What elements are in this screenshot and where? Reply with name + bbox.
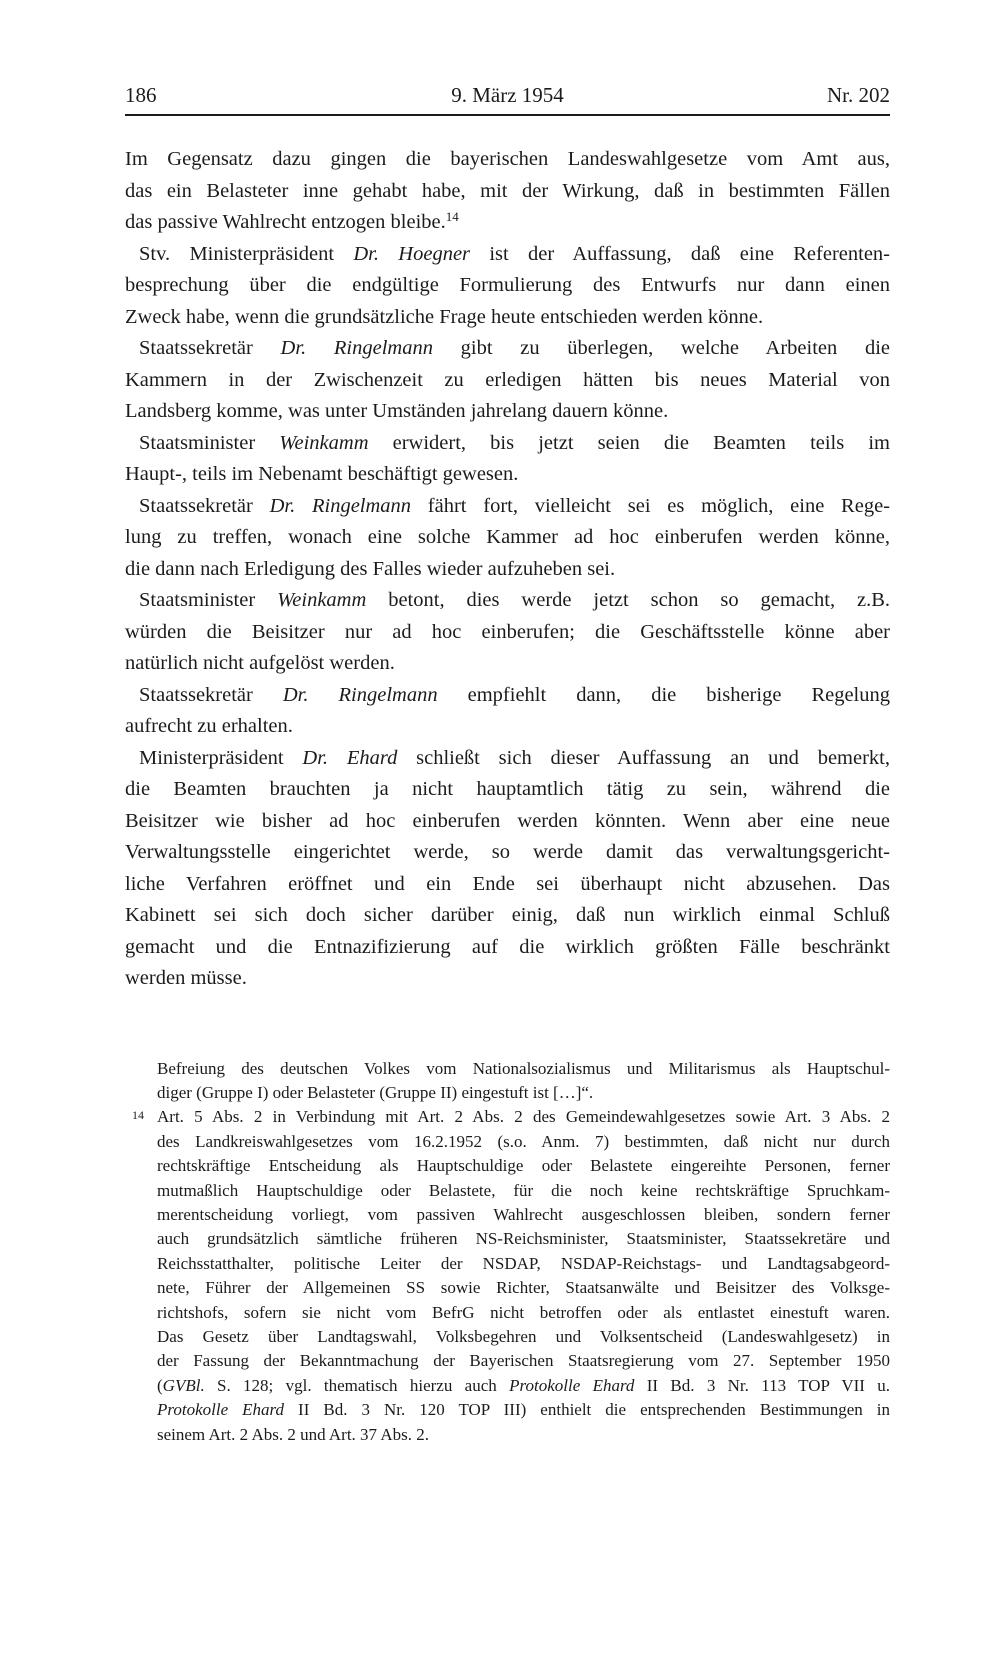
text-segment: das ein Belasteter inne gehabt habe, mit der Wirkung, daß in bestimmten Fällen — [125, 179, 890, 202]
text-line — [157, 1398, 890, 1422]
text-segment: Kammern in der Zwischenzeit zu erledigen hätten bis neues Material von — [125, 368, 890, 391]
italic-text: Dr. Ehard — [302, 746, 398, 769]
text-segment: Ministerpräsident — [139, 746, 303, 769]
text-line — [125, 491, 890, 523]
italic-text: Weinkamm — [277, 589, 367, 611]
text-line — [125, 617, 890, 649]
text-line — [125, 333, 890, 365]
issue-number: Nr. 202 — [827, 83, 890, 107]
paragraph — [125, 144, 890, 239]
text-line — [125, 270, 890, 302]
paragraph — [125, 239, 890, 334]
text-line — [157, 1423, 890, 1447]
italic-text: Weinkamm — [279, 431, 369, 454]
text-line — [125, 774, 890, 806]
text-segment: die Beamten brauchten ja nicht hauptamtlich tätig zu sein, während die — [125, 778, 890, 800]
italic-text: Dr. Hoegner — [353, 242, 471, 265]
paragraph — [125, 491, 890, 586]
text-line — [125, 585, 890, 617]
italic-text: GVBl. — [162, 1375, 205, 1395]
text-line — [157, 1349, 890, 1373]
text-line — [125, 711, 890, 743]
text-segment: Stv. Ministerpräsident — [139, 242, 354, 265]
text-line — [157, 1227, 890, 1251]
text-segment: Das Gesetz über Landtagswahl, Volksbegehren und Volksentscheid (Landeswahlgesetz) in — [157, 1326, 890, 1346]
italic-text: Dr. Ringelmann — [280, 337, 433, 359]
text-segment: empfiehlt dann, die bisherige Regelung — [437, 683, 891, 706]
text-segment: Beisitzer wie bisher ad hoc einberufen werden könnten. Wenn aber eine neue — [125, 809, 890, 832]
text-segment: Im Gegensatz dazu gingen die bayerischen Landeswahlgesetze vom Amt aus, — [125, 148, 890, 170]
text-line — [125, 239, 890, 271]
paragraph — [125, 333, 890, 428]
footnote-ref: 14 — [445, 209, 459, 224]
text-segment: der Fassung der Bekanntmachung der Bayerischen Staatsregierung vom 27. September 1950 — [157, 1351, 890, 1371]
text-segment: II Bd. 3 Nr. 113 TOP VII u. — [634, 1375, 890, 1395]
italic-text: Dr. Ringelmann — [269, 494, 412, 517]
text-segment: Art. 5 Abs. 2 in Verbindung mit Art. 2 Abs. 2 des Gemeindewahlgesetzes sowie Art. 3 Abs. 2 — [157, 1107, 890, 1127]
italic-text: Protokolle Ehard — [509, 1375, 635, 1395]
text-segment: das passive Wahlrecht entzogen bleibe. — [125, 211, 446, 233]
text-segment: ( — [157, 1375, 163, 1395]
text-line — [157, 1154, 890, 1178]
text-segment: rechtskräftige Entscheidung als Hauptschuldige oder Belastete eingereihte Personen, ferner — [157, 1156, 890, 1176]
text-line — [125, 365, 890, 397]
text-line — [125, 428, 890, 460]
text-segment: S. 128; vgl. thematisch hierzu auch — [204, 1375, 510, 1395]
text-line — [157, 1179, 890, 1203]
text-line — [125, 396, 890, 428]
text-segment: Landsberg komme, was unter Umständen jahrelang dauern könne. — [125, 400, 669, 422]
footnote-item — [132, 1105, 890, 1447]
text-segment: Reichsstatthalter, politische Leiter der NSDAP, NSDAP-Reichstags- und Landtagsabgeord- — [157, 1253, 890, 1273]
text-line — [157, 1301, 890, 1325]
text-segment: richtshofs, sofern sie nicht vom BefrG nicht betroffen oder als entlastet einestuft waren. — [157, 1302, 890, 1322]
paragraph — [125, 428, 890, 491]
text-segment: Befreiung des deutschen Volkes vom Nationalsozialismus und Militarismus als Hauptschul- — [157, 1058, 890, 1078]
italic-text: Protokolle Ehard — [157, 1400, 285, 1420]
text-line — [125, 302, 890, 334]
text-segment: Kabinett sei sich doch sicher darüber einig, daß nun wirklich einmal Schluß — [125, 904, 890, 926]
text-segment: Staatsminister — [139, 589, 278, 611]
text-line — [157, 1276, 890, 1300]
text-segment: Zweck habe, wenn die grundsätzliche Frage heute entschieden werden könne. — [125, 305, 764, 328]
text-segment: auch grundsätzlich sämtliche früheren NS-Reichsminister, Staatsminister, Staatssekretäre und — [157, 1229, 890, 1249]
text-line — [125, 680, 890, 712]
text-segment: würden die Beisitzer nur ad hoc einberufen; die Geschäftsstelle könne aber — [125, 620, 890, 643]
text-line — [125, 522, 890, 554]
text-segment: Staatssekretär — [139, 337, 281, 359]
text-line — [157, 1325, 890, 1349]
text-segment: werden müsse. — [125, 967, 247, 989]
text-segment: ist der Auffassung, daß eine Referenten- — [470, 242, 890, 265]
text-line — [157, 1081, 890, 1105]
text-segment: besprechung über die endgültige Formulierung des Entwurfs nur dann einen — [125, 274, 890, 296]
text-segment: fährt fort, vielleicht sei es möglich, eine Rege- — [411, 494, 890, 517]
text-segment: nete, Führer der Allgemeinen SS sowie Richter, Staatsanwälte und Beisitzer des Volksge- — [157, 1278, 890, 1298]
text-segment: natürlich nicht aufgelöst werden. — [125, 652, 395, 674]
text-line — [125, 963, 890, 995]
text-segment: diger (Gruppe I) oder Belasteter (Gruppe II) eingestuft ist […]“. — [157, 1082, 594, 1102]
text-line — [157, 1374, 890, 1398]
text-line — [157, 1130, 890, 1154]
paragraph — [125, 743, 890, 995]
text-line — [125, 869, 890, 901]
footnotes-section — [125, 1057, 890, 1448]
text-segment: liche Verfahren eröffnet und ein Ende sei überhaupt nicht abzusehen. Das — [125, 872, 890, 895]
page-number: 186 — [125, 83, 157, 107]
text-segment: merentscheidung vorliegt, vom passiven Wahlrecht ausgeschlossen bleiben, sondern ferner — [157, 1204, 890, 1224]
text-segment: gibt zu überlegen, welche Arbeiten die — [432, 337, 891, 359]
text-line — [125, 648, 890, 680]
text-segment: mutmaßlich Hauptschuldige oder Belastete, für die noch keine rechtskräftige Spruchkam- — [157, 1180, 890, 1200]
text-segment: Staatsminister — [139, 431, 280, 454]
text-line — [157, 1057, 890, 1081]
text-segment: gemacht und die Entnazifizierung auf die wirklich größten Fälle beschränkt — [125, 935, 890, 958]
text-line — [125, 554, 890, 586]
text-line — [125, 837, 890, 869]
text-segment: II Bd. 3 Nr. 120 TOP III) enthielt die entsprechenden Bestimmungen in — [284, 1400, 890, 1420]
text-segment: erwidert, bis jetzt seien die Beamten teils im — [368, 431, 891, 454]
text-line — [125, 176, 890, 208]
header-rule — [125, 114, 890, 116]
paragraph — [125, 585, 890, 680]
text-segment: Verwaltungsstelle eingerichtet werde, so werde damit das verwaltungsgericht- — [125, 841, 890, 863]
text-line — [157, 1252, 890, 1276]
header-date: 9. März 1954 — [451, 83, 564, 107]
text-segment: Staatssekretär — [139, 494, 270, 517]
text-line — [125, 207, 890, 239]
footnote-marker: 14 — [132, 1108, 144, 1123]
text-segment: schließt sich dieser Auffassung an und bemerkt, — [397, 746, 890, 769]
text-segment: aufrecht zu erhalten. — [125, 715, 293, 737]
text-line — [157, 1203, 890, 1227]
text-segment: Staatssekretär — [139, 683, 283, 706]
text-segment: des Landkreiswahlgesetzes vom 16.2.1952 (s.o. Anm. 7) bestimmten, daß nicht nur durch — [157, 1131, 890, 1151]
text-segment: seinem Art. 2 Abs. 2 und Art. 37 Abs. 2. — [157, 1424, 430, 1444]
body-text — [125, 144, 890, 995]
text-segment: die dann nach Erledigung des Falles wieder aufzuheben sei. — [125, 557, 616, 580]
text-line — [125, 144, 890, 176]
text-line — [125, 459, 890, 491]
text-segment: betont, dies werde jetzt schon so gemacht, z.B. — [366, 589, 891, 611]
text-line — [125, 806, 890, 838]
page-header — [125, 84, 890, 106]
italic-text: Dr. Ringelmann — [282, 683, 438, 706]
text-segment: lung zu treffen, wonach eine solche Kammer ad hoc einberufen werden könne, — [125, 526, 890, 548]
text-segment: Haupt-, teils im Nebenamt beschäftigt gewesen. — [125, 463, 519, 485]
text-line — [157, 1105, 890, 1129]
text-line — [125, 900, 890, 932]
text-line — [125, 932, 890, 964]
text-line — [125, 743, 890, 775]
paragraph — [125, 680, 890, 743]
footnote-continuation — [157, 1057, 890, 1106]
